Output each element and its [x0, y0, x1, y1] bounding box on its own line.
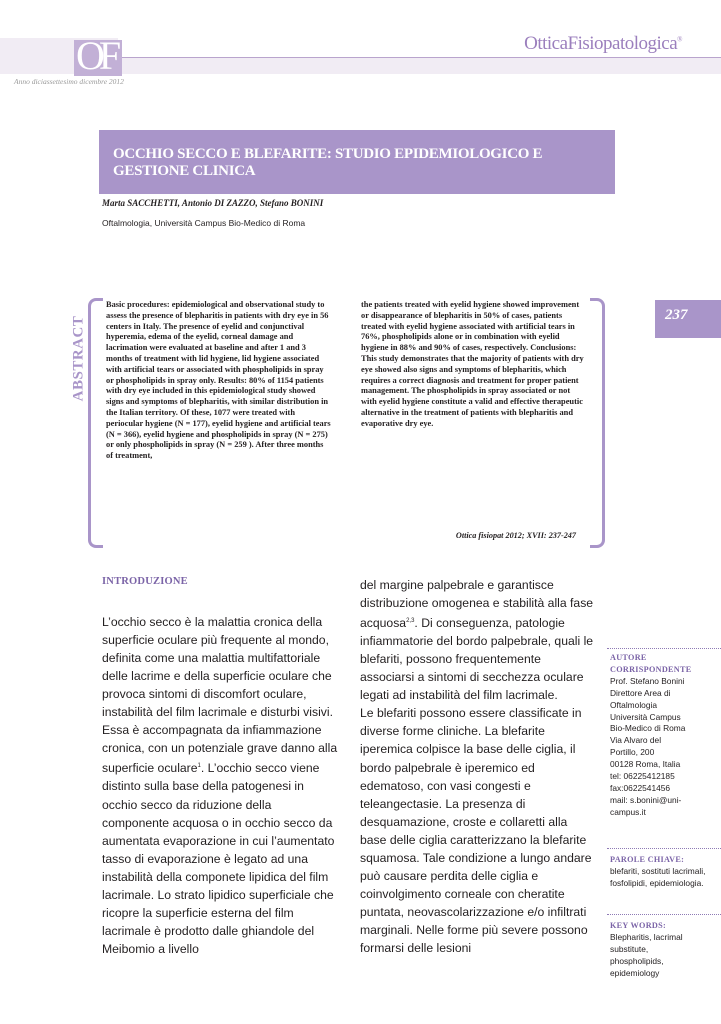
author-line: mail: s.bonini@uni- [610, 794, 682, 805]
keywords-en-heading: KEY WORDS: [610, 921, 666, 930]
abstract-column-1: Basic procedures: epidemiological and observational study to assess the presence of blepharitis in patients with dry eye in 56 centers in Italy. The presence of eyelid and conjunctival hyperemia, edema of the eyelid, corneal damage and lacrimation were evaluated at baseline and after 1 and 3 months of treatment with lid hygiene, lid hygiene associated with artificial tears or associated with phospholipids in spray or phospholipids in spray only. Results: 80% of 1154 patients with dry eye included in this epidemiological study showed signs and symptoms of blepharitis, with similar distribution in the Italian territory. Of these, 1077 were treated with periocular hygiene (N = 177), eyelid hygiene and artificial tears (N = 366), eyelid hygiene and phospholipids in spray (N = 275) or only phospholipids in spray (N = 259 ). After three months of treatment, [106, 300, 331, 461]
body-column-2 [360, 576, 596, 957]
abstract-bracket-left [88, 298, 103, 548]
author-line: campus.it [610, 806, 646, 817]
abstract-label: ABSTRACT [70, 315, 87, 402]
citation: Ottica fisiopat 2012; XVII: 237-247 [455, 531, 576, 540]
body-text: . L’occhio secco viene distinto sulla base della patogenesi in occhio secco da riduzione della componente acquosa o in occhio secco da aumentata evaporazione in cui l’aumentato tasso di evaporazione è legato ad una instabilità della componete lipidica del film lacrimale. Lo strato lipidico superficiale che ricopre la superficie esterna del film lacrimale è prodotto dalle ghiandole del Meibomio a livello [102, 761, 335, 956]
abstract-label-wrap [62, 315, 87, 408]
sidebar-divider [607, 648, 721, 649]
journal-logo: OF [76, 33, 116, 78]
sidebar-divider [607, 914, 721, 915]
issue-line: Anno diciassettesimo dicembre 2012 [14, 77, 124, 86]
section-heading: INTRODUZIONE [102, 576, 188, 587]
corresponding-author-heading: AUTORE CORRISPONDENTE [610, 653, 692, 674]
author-line: fax:0622541456 [610, 782, 671, 793]
registered-mark: ® [677, 35, 682, 44]
article-affiliation: Oftalmologia, Università Campus Bio-Medico di Roma [102, 218, 306, 228]
author-line: Via Alvaro del [610, 735, 662, 746]
corresponding-author [610, 652, 721, 819]
keywords-it-text: blefariti, sostituti lacrimali, fosfolipidi, epidemiologia. [610, 865, 706, 888]
sidebar-divider [607, 848, 721, 849]
author-line: Oftalmologia [610, 699, 658, 710]
journal-brand [470, 33, 682, 55]
keywords-en-text: Blepharitis, lacrimal substitute, phospholipids, epidemiology [610, 931, 683, 978]
author-line: 00128 Roma, Italia [610, 759, 681, 770]
author-line: Prof. Stefano Bonini [610, 675, 685, 686]
page-number: 237 [665, 307, 688, 323]
article-title: OCCHIO SECCO E BLEFARITE: STUDIO EPIDEMIOLOGICO E GESTIONE CLINICA [113, 146, 543, 179]
author-line: Bio-Medico di Roma [610, 723, 686, 734]
reference-mark: 1 [197, 763, 201, 770]
keywords-italian [610, 854, 710, 890]
author-line: Università Campus [610, 711, 681, 722]
keywords-it-heading: PAROLE CHIAVE: [610, 855, 685, 864]
body-text: del margine palpebrale e garantisce distribuzione omogenea e stabilità alla fase acquosa [360, 578, 594, 631]
journal-brand-text: OtticaFisiopatologica [524, 33, 678, 54]
keywords-english [610, 920, 700, 980]
body-column-1 [102, 613, 340, 958]
body-text: L’occhio secco è la malattia cronica della superficie oculare più frequente al mondo, definita come una malattia multifattoriale delle lacrime e della superficie oculare che provoca sintomi di discomfort oculare, instabilità del film lacrimale e disturbi visivi. Essa è accompagnata da infiammazione cronica, con un potenziale grave danno alla superficie oculare [102, 615, 338, 776]
body-text: Le blefariti possono essere classificate in diverse forme cliniche. La blefarite iperemica colpisce la base delle ciglia, il bordo palpebrale è iperemico ed edematoso, con vasi congesti e teleangectasie. La presenza di desquamazione, croste e collaretti alla base delle ciglia caratterizzano la blefarite squamosa. Tale condizione a lungo andare può causare perdita delle ciglia e coinvolgimento corneale con cheratite puntata, neovascolarizzazione e/o infiltrati marginali. Nelle forme più severe possono formarsi delle lesioni [360, 706, 592, 955]
reference-mark: 2,3 [406, 618, 415, 625]
abstract-column-2: the patients treated with eyelid hygiene showed improvement or disappearance of blepharitis in 50% of cases, patients treated with eyelid hygiene associated with artificial tears in 76%, phospholipids alone or in combination with eyelid hygiene in 88% and 90% of cases, respectively. Conclusions: This study demonstrates that the majority of patients with dry eye showed also signs and symptoms of blepharitis, which requires a correct diagnosis and treatment for proper patient management. The phospholipids in spray associated or not with eyelid hygiene constitute a valid and effective therapeutic alternative in the treatment of patients with blepharitis and evaporative dry eye. [361, 300, 584, 428]
body-text: . Di conseguenza, patologie infiammatorie del bordo palpebrale, quali le blefariti, possono frequentemente associarsi a sintomi di secchezza oculare legati ad instabilità del film lacrimale. [360, 616, 594, 703]
author-line: Portillo, 200 [610, 747, 655, 758]
abstract-bracket-right [590, 298, 605, 548]
author-line: tel: 06225412185 [610, 771, 675, 782]
author-line: Direttore Area di [610, 687, 671, 698]
header-rule [118, 57, 721, 58]
article-authors: Marta SACCHETTI, Antonio DI ZAZZO, Stefano BONINI [102, 198, 324, 208]
